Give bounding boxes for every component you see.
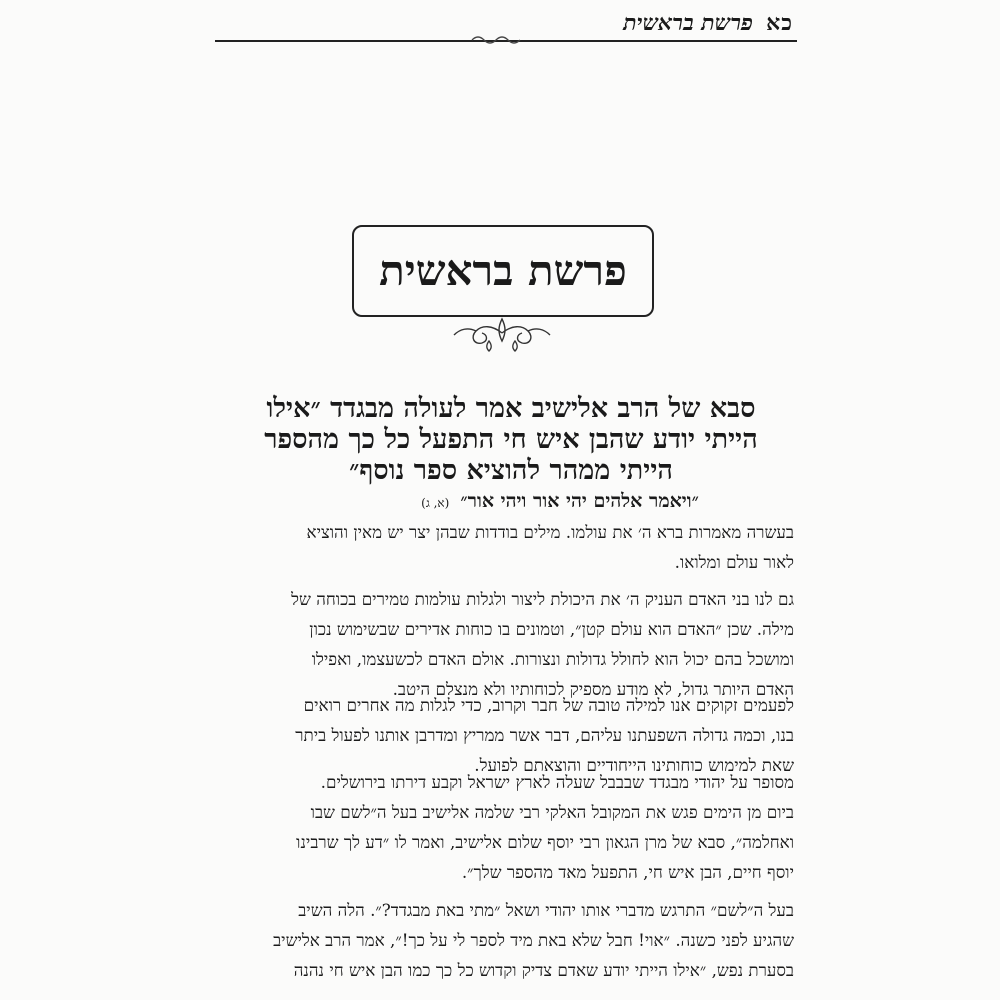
body-paragraph — [180, 895, 794, 985]
article-headline — [232, 393, 790, 486]
running-title: פרשת בראשית — [623, 10, 753, 36]
paragraph-line: ואחלמה״, סבא של מרן הגאון רבי יוסף שלום אלישיב, ואמר לו ״דע לך שרבינו — [296, 832, 794, 852]
body-paragraph — [180, 517, 794, 577]
paragraph-line: בסערת נפש, ״אילו הייתי יודע שאדם צדיק וקדוש כל כך כמו הבן איש חי נהנה — [293, 960, 794, 980]
paragraph-line: ומושכל בהם יכול הוא לחולל גדולות ונצורות. אולם האדם לכשעצמו, ואפילו — [311, 649, 794, 669]
paragraph-line: בעל ה״לשם״ התרגש מדברי אותו יהודי ושאל ״מתי באת מבגדד?״. הלה השיב — [298, 900, 794, 920]
paragraph-line: מילה. שכן ״האדם הוא עולם קטן״, וטמונים בו כוחות אדירים שבשימוש נכון — [309, 619, 794, 639]
page-number: כא — [766, 10, 793, 36]
paragraph-line: לאור עולם ומלואו. — [674, 552, 794, 572]
paragraph-line: לפעמים זקוקים אנו למילה טובה של חבר וקרוב, כדי לגלות מה אחרים רואים — [303, 695, 794, 715]
running-header — [215, 8, 797, 38]
paragraph-line: שאת למימוש כוחותינו הייחודיים והוצאתם לפועל. — [474, 755, 794, 775]
paragraph-line: יוסף חיים, הבן איש חי, התפעל מאד מהספר שלך״. — [461, 862, 794, 882]
body-paragraph — [180, 767, 794, 887]
paragraph-line: ביום מן הימים פגש את המקובל האלקי רבי שלמה אלישיב בעל ה״לשם שבו — [310, 802, 794, 822]
header-swirl-ornament — [470, 34, 530, 46]
paragraph-line: גם לנו בני האדם העניק ה׳ את היכולת ליצור ולגלות עולמות טמירים בכוחה של — [291, 589, 794, 609]
verse-text: ״ויאמר אלהים יהי אור ויהי אור״ — [460, 490, 699, 512]
flourish-ornament-icon — [447, 313, 557, 353]
headline-line: סבא של הרב אלישיב אמר לעולה מבגדד ״אילו — [266, 393, 756, 424]
headline-line: הייתי יודע שהבן איש חי התפעל כל כך מהספר — [264, 424, 758, 455]
paragraph-line: מסופר על יהודי מבגדד שבבבל שעלה לארץ ישראל וקבע דירתו בירושלים. — [320, 772, 794, 792]
verse-reference: (א, ג) — [421, 496, 450, 510]
paragraph-line: בנו, וכמה גדולה השפעתנו עליהם, דבר אשר ממריץ ומדרבן אותנו לפעול ביתר — [295, 725, 794, 745]
body-paragraph — [180, 584, 794, 704]
paragraph-line: בעשרה מאמרות ברא ה׳ את עולמו. מילים בודדות שבהן יצר יש מאין והוציא — [306, 522, 794, 542]
verse-quote — [330, 490, 790, 513]
headline-line: הייתי ממהר להוציא ספר נוסף״ — [349, 455, 673, 486]
paragraph-line: האדם היותר גדול, לא מודע מספיק לכוחותיו ולא מנצלם היטב. — [392, 679, 794, 699]
chapter-title-frame — [352, 225, 654, 317]
paragraph-line: שהגיע לפני כשנה. ״אוי! חבל שלא באת מיד לספר לי על כך!״, אמר הרב אלישיב — [273, 930, 794, 950]
chapter-title: פרשת בראשית — [379, 246, 627, 295]
